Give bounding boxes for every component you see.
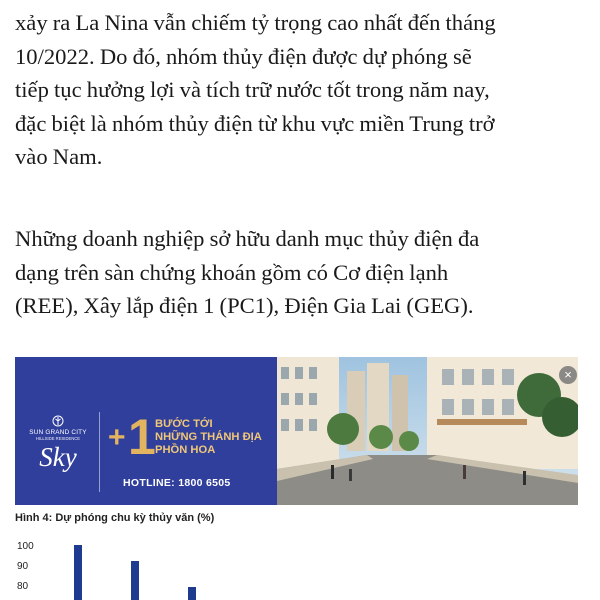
tagline-line: BƯỚC TỚI <box>155 418 213 430</box>
paragraph-line: dạng trên sàn chứng khoán gồm có Cơ điện lạnh <box>15 259 449 285</box>
y-tick-label: 80 <box>17 581 29 592</box>
paragraph-line: đặc biệt là nhóm thủy điện từ khu vực miền Trung trở <box>15 110 495 136</box>
advertisement-banner[interactable] <box>15 357 578 505</box>
bar-group <box>74 545 196 600</box>
article-paragraph-2 <box>15 222 585 323</box>
ad-tagline <box>155 418 262 457</box>
bar <box>74 545 82 600</box>
paragraph-line: 10/2022. Do đó, nhóm thủy điện được dự phóng sẽ <box>15 43 472 69</box>
paragraph-line: Những doanh nghiệp sở hữu danh mục thủy điện đa <box>15 226 480 251</box>
hotline-text[interactable]: HOTLINE: 1800 6505 <box>123 477 231 489</box>
figure-title: Hình 4: Dự phóng chu kỳ thủy văn (%) <box>15 512 215 524</box>
tagline-line: NHỮNG THÁNH ĐỊA <box>155 431 262 443</box>
brand-logo <box>21 415 95 470</box>
plus-sign: + <box>108 421 126 454</box>
bar <box>131 561 139 600</box>
hydrology-chart <box>0 530 600 600</box>
y-tick-label: 90 <box>17 561 29 572</box>
brand-logo-word: Sky <box>39 442 77 472</box>
bar <box>188 587 196 600</box>
y-axis <box>17 541 34 592</box>
close-icon[interactable]: × <box>559 366 577 384</box>
ad-street-photo[interactable] <box>277 357 578 505</box>
sun-logo-icon <box>52 415 64 427</box>
paragraph-line: vào Nam. <box>15 144 103 169</box>
y-tick-label: 100 <box>17 541 34 552</box>
brand-subtitle: HILLSIDE RESIDENCE <box>35 436 81 441</box>
paragraph-line: xảy ra La Nina vẫn chiếm tỷ trọng cao nhất đến tháng <box>15 10 496 35</box>
big-number: 1 <box>128 409 156 465</box>
paragraph-line: tiếp tục hưởng lợi và tích trữ nước tốt trong năm nay, <box>15 77 490 102</box>
brand-name: SUN GRAND CITY <box>29 429 87 436</box>
paragraph-line: (REE), Xây lắp điện 1 (PC1), Điện Gia Lai (GEG). <box>15 293 474 318</box>
ad-brand-panel <box>15 357 277 505</box>
tagline-line: PHỒN HOA <box>155 444 216 456</box>
divider <box>99 412 100 492</box>
article-paragraph-1 <box>15 6 585 174</box>
